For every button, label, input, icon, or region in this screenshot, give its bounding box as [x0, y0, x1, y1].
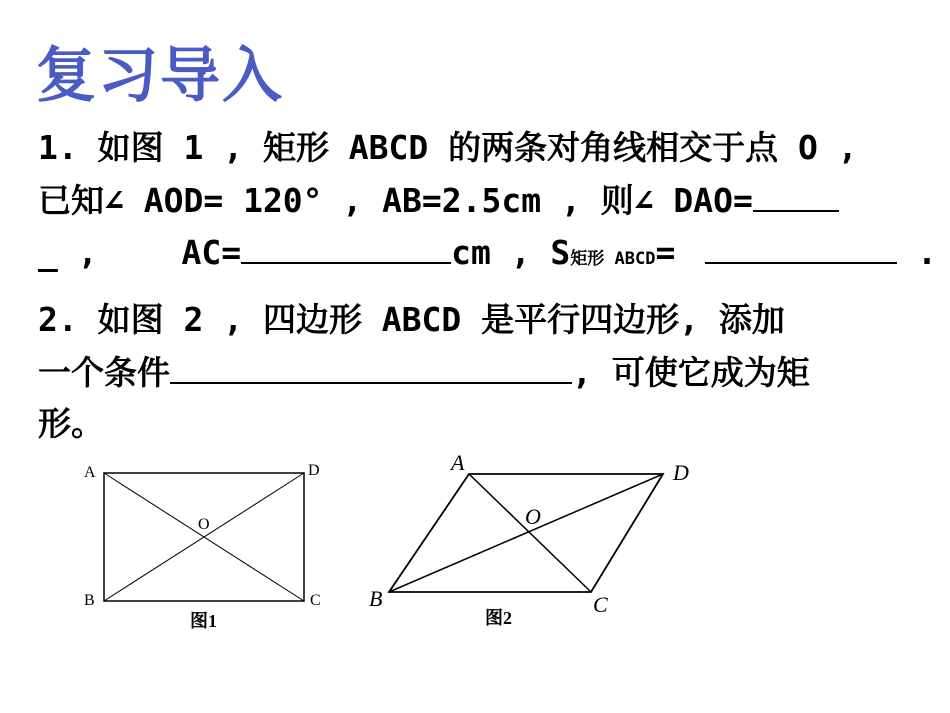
answer-blank-area[interactable]	[705, 232, 897, 264]
figure-1-rectangle	[78, 455, 338, 635]
q2-line-2-lead: 一个条件	[38, 353, 170, 392]
slide-title: 复习导入	[36, 41, 284, 111]
diagonal-bd	[389, 474, 663, 592]
q1-ac-label: AC=	[181, 233, 242, 272]
fig2-label-b: B	[369, 586, 383, 611]
q1-line-2	[38, 180, 839, 221]
q2-line-2	[38, 352, 810, 393]
fig2-label-a: A	[451, 450, 465, 475]
diagonal-ac	[469, 474, 591, 592]
answer-blank-dao[interactable]	[753, 180, 839, 212]
q1-line-1: 1. 如图 1 , 矩形 ABCD 的两条对角线相交于点 O ,	[38, 128, 858, 167]
answer-blank-ac[interactable]	[241, 232, 451, 264]
q1-area-subscript: 矩形 ABCD	[570, 249, 656, 269]
fig1-label-b: B	[84, 592, 95, 609]
q1-line-3-lead: _ ,	[38, 233, 98, 272]
q1-line-3	[38, 232, 937, 279]
fig1-label-d: D	[308, 462, 320, 479]
fig2-caption: 图2	[485, 608, 512, 628]
q2-line-3: 形。	[38, 404, 104, 443]
figure-2-parallelogram	[365, 448, 705, 638]
fig2-label-o: O	[525, 504, 541, 529]
q2-line-1: 2. 如图 2 , 四边形 ABCD 是平行四边形, 添加	[38, 300, 785, 339]
q1-equals: =	[655, 233, 676, 272]
fig1-label-c: C	[310, 592, 321, 609]
q2-line-2-tail: , 可使它成为矩	[572, 353, 810, 392]
fig1-label-a: A	[84, 464, 96, 481]
fig1-label-o: O	[198, 516, 210, 533]
fig1-caption: 图1	[190, 611, 217, 631]
q1-line-2-text: 已知∠ AOD= 120° , AB=2.5cm , 则∠ DAO=	[38, 181, 753, 220]
q1-period: .	[917, 233, 937, 272]
q1-area-label: cm , S	[451, 233, 571, 272]
answer-blank-condition[interactable]	[170, 352, 572, 384]
fig2-label-d: D	[673, 460, 689, 485]
fig2-label-c: C	[593, 592, 608, 617]
